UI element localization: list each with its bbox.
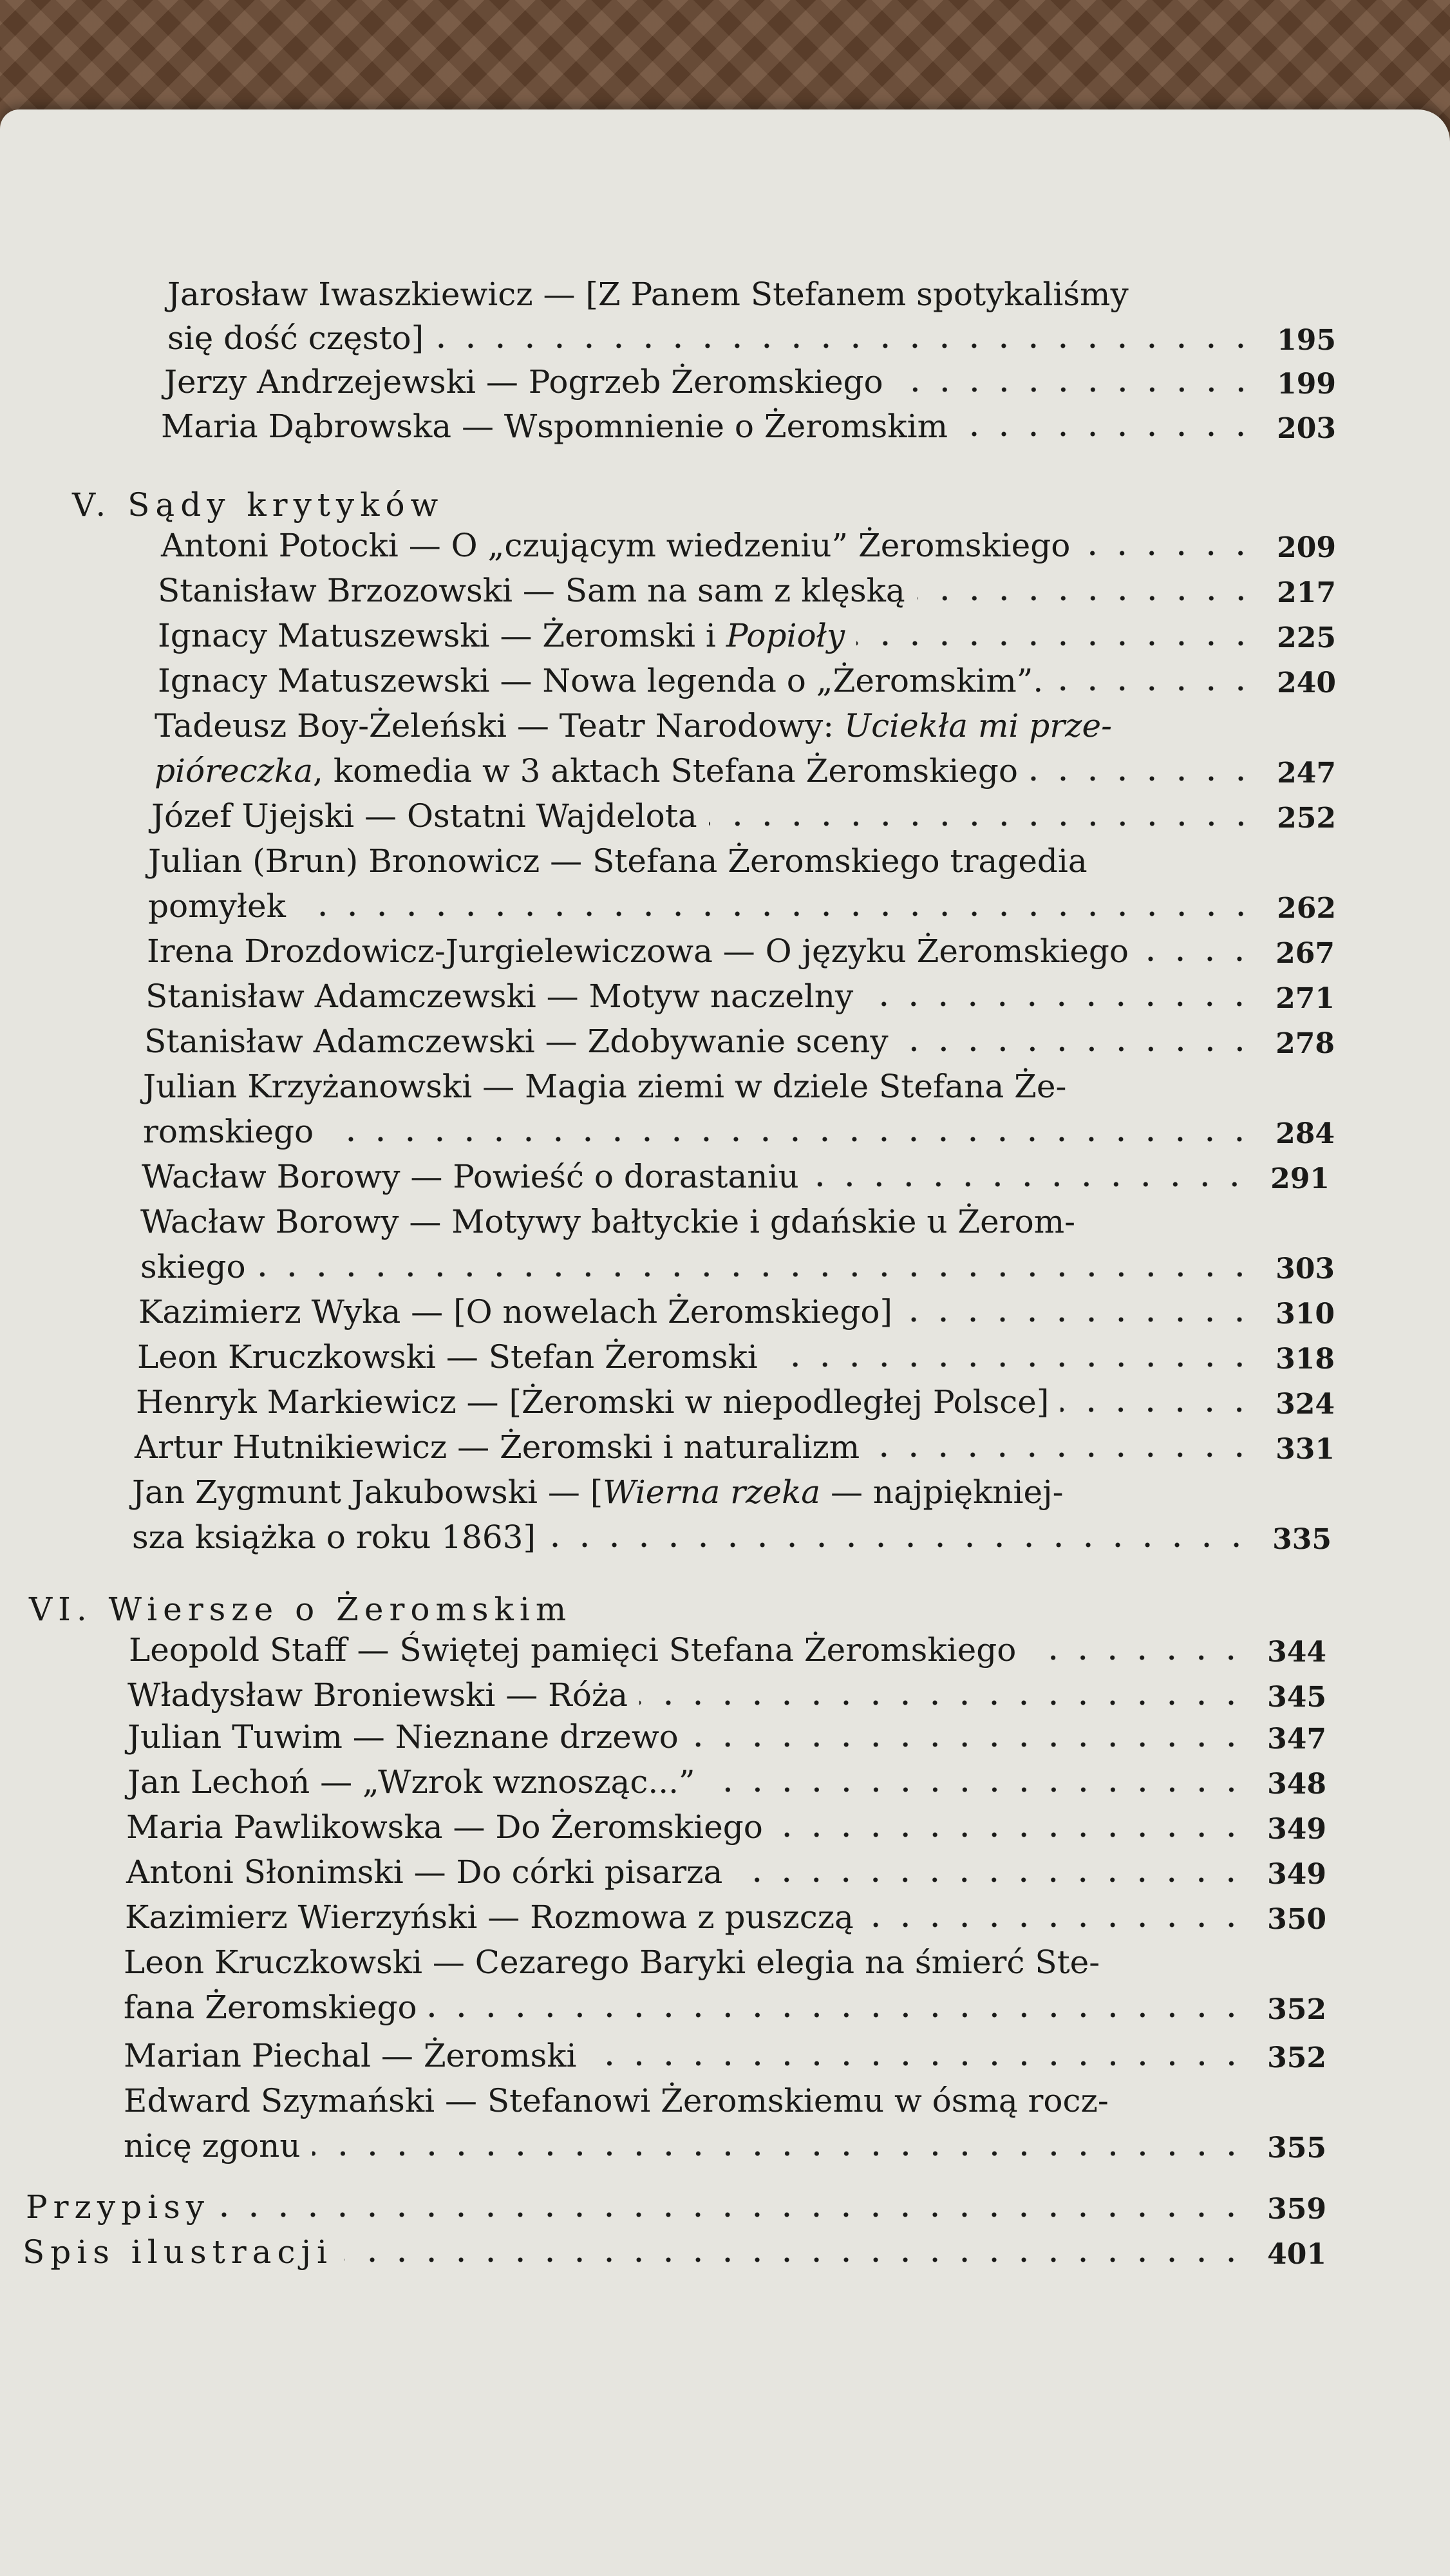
toc-entry-text: Józef Ujejski — Ostatni Wajdelota [151, 797, 697, 835]
toc-entry-text: sza książka o roku 1863] [132, 1519, 536, 1556]
toc-entry-text: Stanisław Adamczewski — Motyw naczelny [146, 978, 854, 1015]
toc-page-number: 335 [1272, 1523, 1332, 1556]
dot-leader [429, 2012, 1246, 2018]
toc-entry-line [146, 972, 1335, 1015]
toc-entry-line [125, 1893, 1326, 1936]
toc-entry-text: Ignacy Matuszewski — Nowa legenda o „Żeromskim”. [158, 662, 1044, 699]
toc-entry-line [161, 402, 1336, 445]
dot-leader [871, 1452, 1254, 1458]
toc-page-number: 225 [1277, 621, 1336, 654]
toc-entry-text: fana Żeromskiego [124, 1989, 417, 2026]
toc-entry-line [142, 1153, 1330, 1195]
toc-entry-text: się dość często] [167, 319, 424, 357]
toc-entry-text: nicę zgonu [124, 2127, 301, 2164]
toc-entry-text: Julian Krzyżanowski — Magia ziemi w dziele Stefana Że- [143, 1068, 1067, 1105]
toc-entry-text: Kazimierz Wierzyński — Rozmowa z puszczą [125, 1899, 854, 1936]
dot-leader [258, 1271, 1254, 1278]
toc-page-number: 217 [1277, 576, 1336, 609]
toc-page-number: 349 [1267, 1858, 1326, 1891]
toc-page-number: 348 [1267, 1768, 1326, 1801]
toc-page-number: 247 [1277, 757, 1336, 790]
toc-entry-text: Jan Zygmunt Jakubowski — [Wierna rzeka — najpiękniej- [132, 1473, 1064, 1511]
toc-entry-text: Antoni Potocki — O „czującym wiedzeniu” Żeromskiego [161, 527, 1071, 564]
toc-page-number: 344 [1267, 1636, 1326, 1669]
dot-leader [734, 1877, 1246, 1883]
dot-leader [865, 1922, 1246, 1928]
toc-entry-text: Przypisy [26, 2188, 211, 2226]
toc-entry-line [148, 882, 1336, 925]
toc-entry-text: Spis ilustracji [23, 2233, 333, 2271]
toc-entry-line [124, 1984, 1326, 2026]
toc-entry-text: Jan Lechoń — „Wzrok wznosząc...” [127, 1763, 695, 1801]
dot-leader [1082, 550, 1256, 556]
toc-page-number: 350 [1267, 1903, 1326, 1936]
dot-leader [1030, 775, 1256, 782]
book-page [0, 109, 1450, 2576]
toc-entry-text: Edward Szymański — Stefanowi Żeromskiemu w ósmą rocz- [124, 2082, 1109, 2119]
toc-page-number: 291 [1270, 1162, 1330, 1195]
table-of-contents [0, 109, 1450, 2576]
toc-entry-text: Władysław Broniewski — Róża [127, 1676, 628, 1714]
toc-entry-text: Stanisław Adamczewski — Zdobywanie sceny [144, 1023, 889, 1060]
toc-page-number: 310 [1276, 1298, 1335, 1331]
toc-entry-text: Kazimierz Wyka — [O nowelach Żeromskiego] [138, 1293, 892, 1331]
dot-leader [895, 386, 1256, 393]
dot-leader [1140, 956, 1254, 962]
toc-entry-text: Stanisław Brzozowski — Sam na sam z klęską [158, 572, 905, 609]
toc-page-number: 195 [1277, 324, 1336, 357]
toc-entry-text: Artur Hutnikiewicz — Żeromski i naturalizm [135, 1428, 860, 1466]
toc-entry-text: Maria Dąbrowska — Wspomnienie o Żeromskim [161, 408, 948, 445]
toc-entry-text: Leon Kruczkowski — Cezarego Baryki elegia na śmierć Ste- [124, 1944, 1100, 1981]
toc-page-number: 355 [1267, 2132, 1326, 2164]
toc-entry-text: Jarosław Iwaszkiewicz — [Z Panem Stefanem spotykaliśmy [167, 276, 1129, 313]
toc-page-number: 347 [1267, 1723, 1326, 1756]
toc-entry-text: Henryk Markiewicz — [Żeromski w niepodległej Polsce] [136, 1383, 1050, 1421]
toc-entry-line [137, 1333, 1335, 1376]
dot-leader [639, 1700, 1246, 1706]
dot-leader [904, 1316, 1254, 1323]
toc-entry-line [158, 612, 1336, 654]
toc-entry-line [127, 1671, 1326, 1714]
toc-entry-line [124, 2122, 1326, 2164]
toc-entry-line [144, 1018, 1335, 1060]
toc-entry-line [129, 1626, 1326, 1669]
dot-leader [811, 1181, 1249, 1188]
toc-entry-line [132, 1468, 1227, 1511]
toc-entry-line [167, 270, 1230, 313]
toc-entry-text: Leon Kruczkowski — Stefan Żeromski [137, 1338, 758, 1376]
toc-entry-line [127, 1713, 1326, 1756]
toc-entry-line [164, 358, 1336, 401]
toc-page-number: 331 [1276, 1433, 1335, 1466]
dot-leader [297, 911, 1256, 917]
toc-page-number: 199 [1277, 368, 1336, 401]
toc-entry-text: Wacław Borowy — Motywy bałtyckie i gdańskie u Żerom- [140, 1203, 1076, 1240]
toc-entry-text: Wacław Borowy — Powieść o dorastaniu [142, 1158, 799, 1195]
toc-entry-text: Julian Tuwim — Nieznane drzewo [127, 1718, 679, 1756]
toc-page-number: 267 [1276, 937, 1335, 970]
toc-entry-line [136, 1378, 1335, 1421]
toc-entry-line [158, 657, 1336, 699]
toc-entry-line [26, 2183, 1326, 2226]
dot-leader [856, 640, 1256, 647]
dot-leader [1028, 1654, 1246, 1661]
dot-leader [1055, 685, 1256, 692]
section-heading-v: V. Sądy krytyków [72, 486, 444, 524]
toc-entry-line [138, 1288, 1335, 1331]
toc-entry-line [124, 2032, 1326, 2074]
toc-page-number: 349 [1267, 1813, 1326, 1846]
toc-entry-line [155, 702, 1236, 744]
toc-page-number: 318 [1276, 1343, 1335, 1376]
toc-entry-text: romskiego [143, 1113, 314, 1150]
toc-entry-line [147, 927, 1335, 970]
toc-entry-text: Antoni Słonimski — Do córki pisarza [126, 1853, 723, 1891]
toc-page-number: 284 [1276, 1117, 1335, 1150]
toc-entry-line [135, 1423, 1335, 1466]
toc-entry-text: skiego [140, 1248, 246, 1285]
toc-entry-line [148, 837, 1243, 880]
dot-leader [588, 2060, 1246, 2067]
toc-entry-line [151, 792, 1336, 835]
toc-page-number: 345 [1267, 1681, 1326, 1714]
toc-entry-text: Irena Drozdowicz-Jurgielewiczowa — O języku Żeromskiego [147, 933, 1129, 970]
toc-page-number: 401 [1267, 2238, 1326, 2271]
dot-leader [709, 820, 1256, 827]
toc-entry-line [158, 567, 1336, 609]
toc-entry-line [127, 1758, 1326, 1801]
toc-entry-text: Ignacy Matuszewski — Żeromski i Popioły [158, 617, 845, 654]
dot-leader [707, 1786, 1246, 1793]
toc-page-number: 324 [1276, 1388, 1335, 1421]
toc-page-number: 352 [1267, 2041, 1326, 2074]
toc-page-number: 303 [1276, 1253, 1335, 1285]
toc-entry-line [126, 1848, 1326, 1891]
toc-page-number: 359 [1267, 2193, 1326, 2226]
dot-leader [221, 2211, 1246, 2218]
toc-entry-line [140, 1243, 1335, 1285]
toc-entry-text: pióreczka, komedia w 3 aktach Stefana Żeromskiego [155, 752, 1018, 790]
toc-page-number: 278 [1276, 1027, 1335, 1060]
toc-entry-text: pomyłek [148, 887, 286, 925]
dot-leader [344, 2257, 1246, 2263]
dot-leader [435, 343, 1256, 349]
toc-entry-text: Jerzy Andrzejewski — Pogrzeb Żeromskiego [164, 363, 883, 401]
toc-entry-text: Leopold Staff — Świętej pamięci Stefana Żeromskiego [129, 1631, 1017, 1669]
toc-entry-line [132, 1513, 1332, 1556]
dot-leader [1060, 1406, 1254, 1413]
dot-leader [312, 2150, 1246, 2157]
toc-entry-line [140, 1198, 1254, 1240]
dot-leader [865, 1001, 1254, 1007]
toc-entry-line [143, 1063, 1250, 1105]
toc-entry-line [155, 747, 1336, 790]
dot-leader [959, 431, 1256, 437]
toc-page-number: 240 [1277, 667, 1336, 699]
toc-entry-text: Tadeusz Boy-Żeleński — Teatr Narodowy: Uciekła mi prze- [155, 707, 1112, 744]
section-heading-vi: VI. Wiersze o Żeromskim [29, 1591, 572, 1628]
dot-leader [325, 1136, 1254, 1142]
toc-page-number: 352 [1267, 1993, 1326, 2026]
toc-entry-line [143, 1108, 1335, 1150]
dot-leader [917, 595, 1256, 601]
toc-page-number: 203 [1277, 412, 1336, 445]
dot-leader [769, 1361, 1254, 1368]
dot-leader [690, 1741, 1246, 1748]
toc-page-number: 209 [1277, 531, 1336, 564]
toc-page-number: 271 [1276, 982, 1335, 1015]
toc-entry-line [167, 314, 1336, 357]
toc-entry-line [124, 2077, 1218, 2119]
toc-entry-text: Julian (Brun) Bronowicz — Stefana Żeromskiego tragedia [148, 842, 1088, 880]
dot-leader [900, 1046, 1254, 1052]
toc-entry-text: Marian Piechal — Żeromski [124, 2037, 577, 2074]
toc-page-number: 262 [1277, 892, 1336, 925]
dot-leader [547, 1542, 1251, 1548]
toc-entry-text: Maria Pawlikowska — Do Żeromskiego [126, 1808, 763, 1846]
toc-entry-line [126, 1803, 1326, 1846]
toc-entry-line [124, 1938, 1218, 1981]
toc-page-number: 252 [1277, 802, 1336, 835]
toc-entry-line [23, 2228, 1326, 2271]
dot-leader [775, 1832, 1246, 1838]
toc-entry-line [161, 522, 1336, 564]
